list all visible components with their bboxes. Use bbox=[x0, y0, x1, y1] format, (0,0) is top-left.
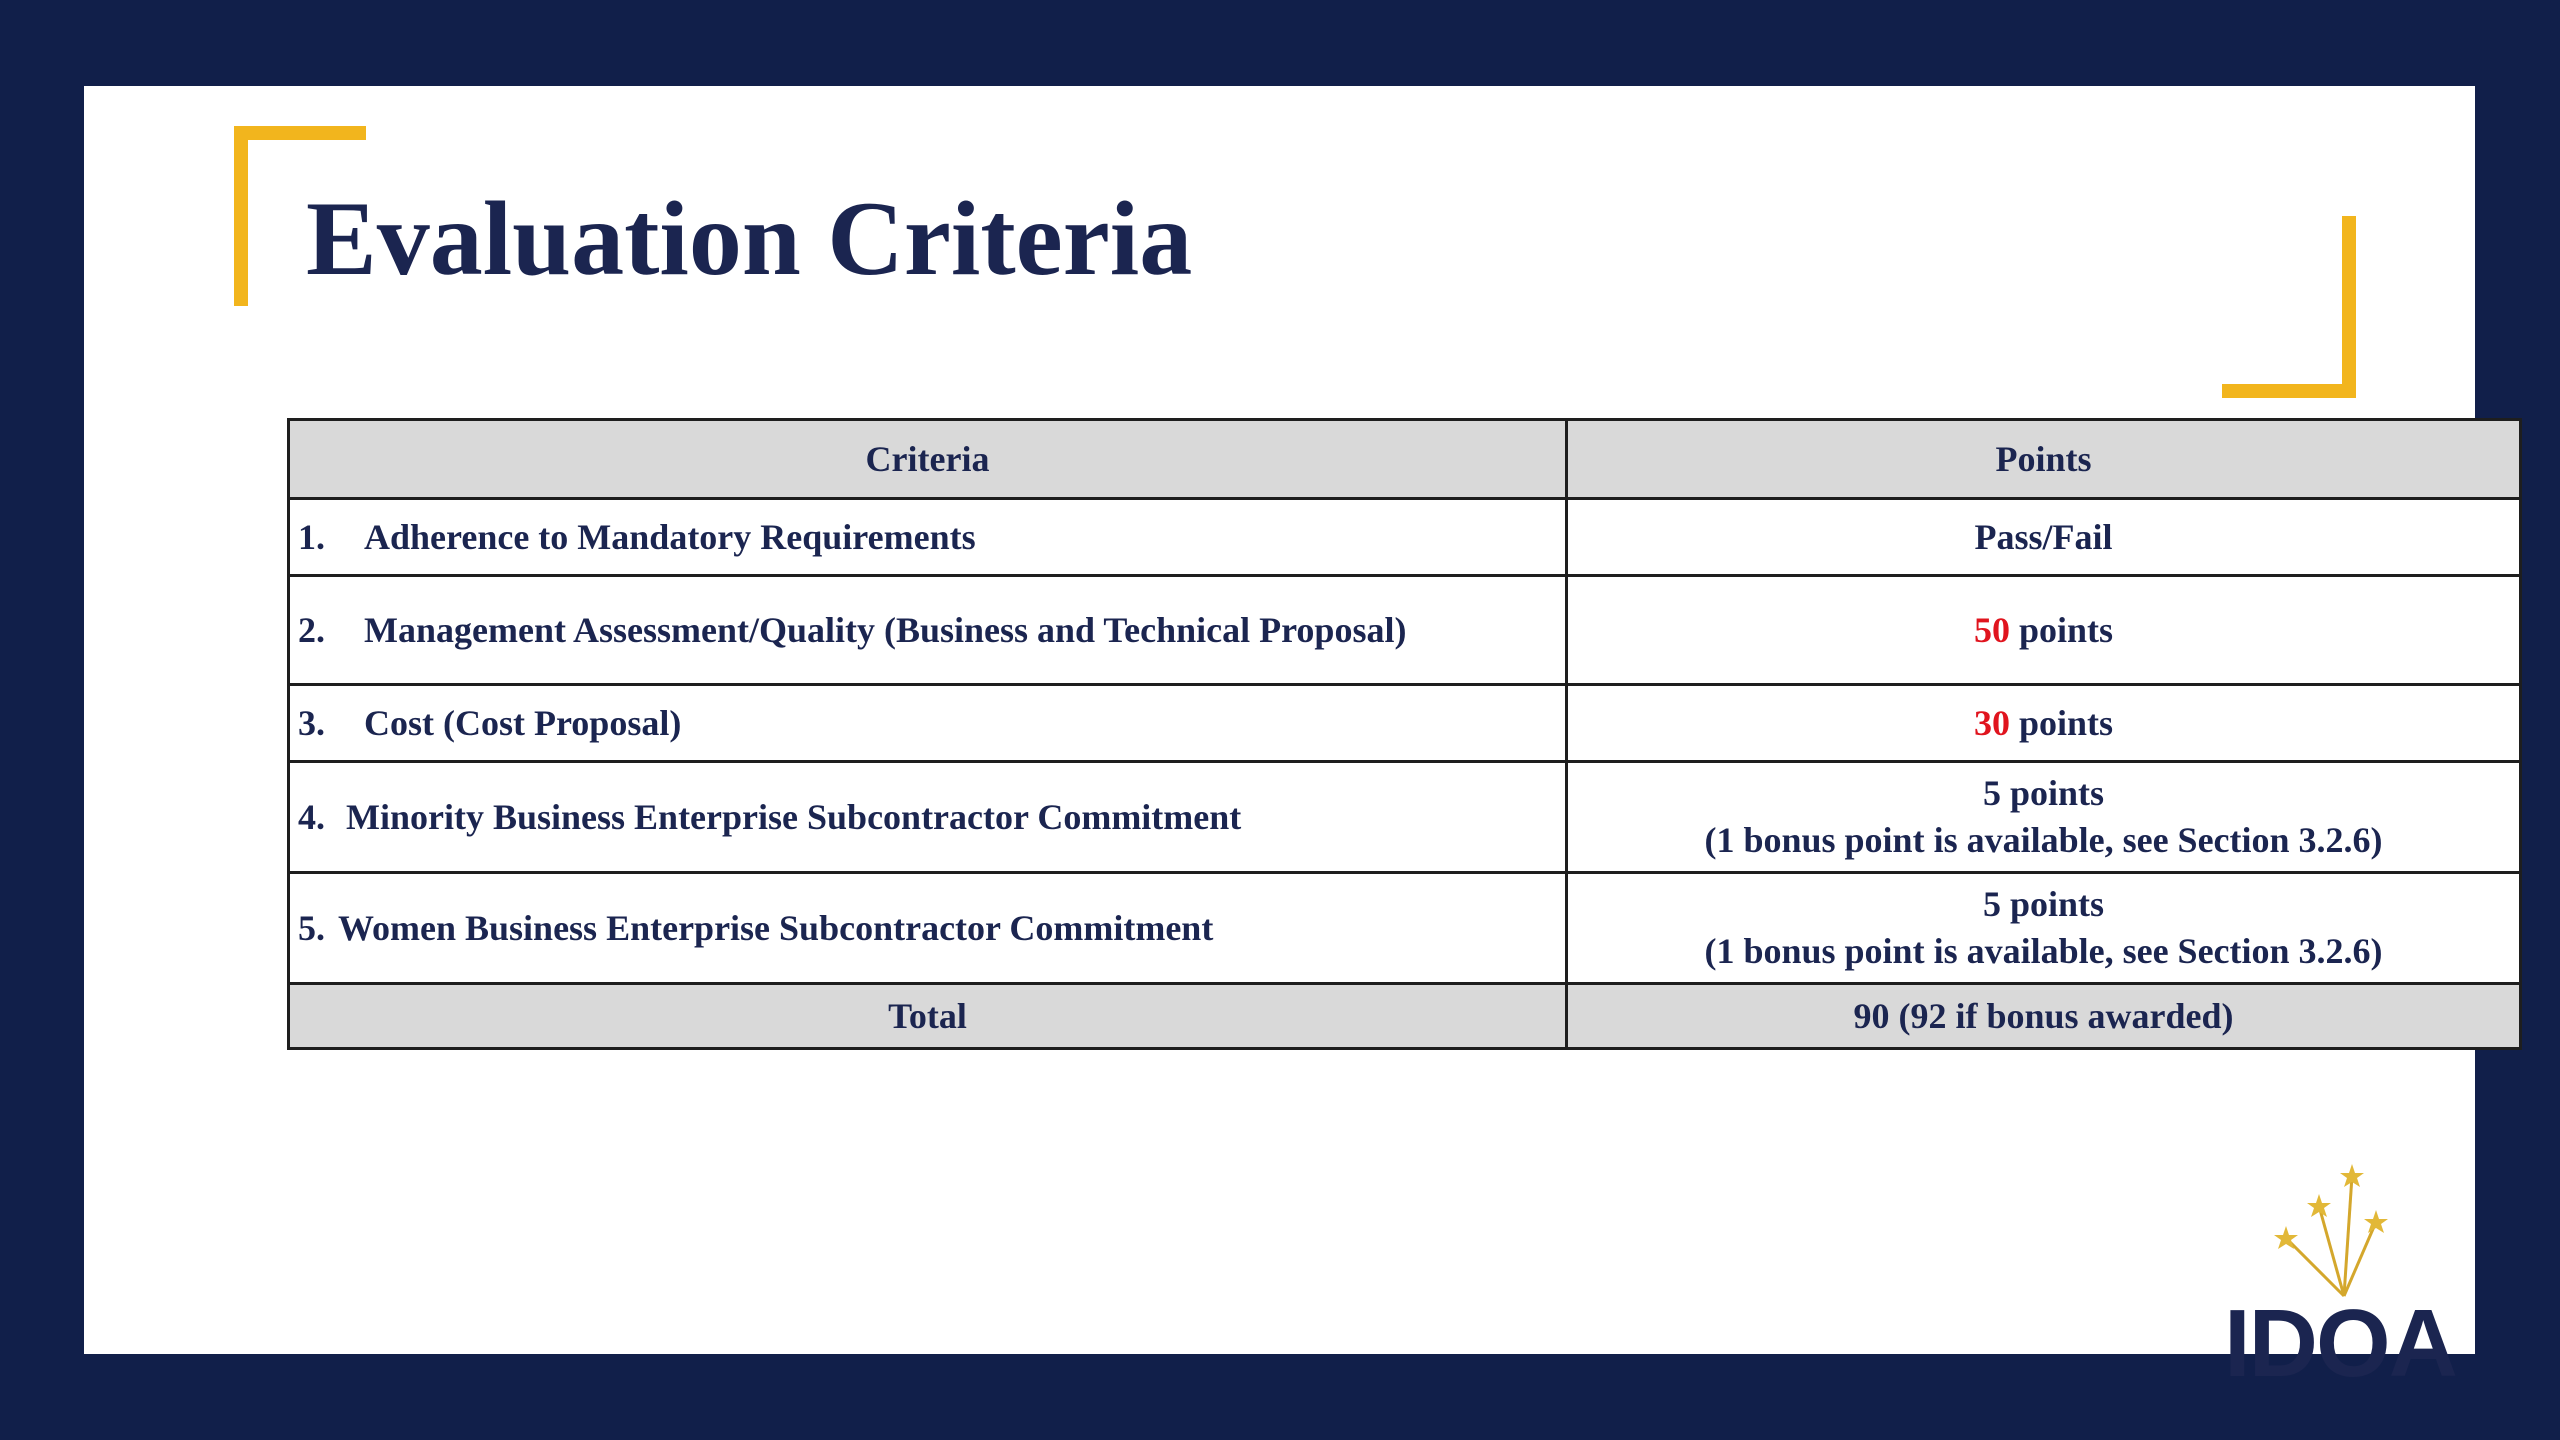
criteria-text: Minority Business Enterprise Subcontractor Commitment bbox=[346, 797, 1242, 837]
criteria-cell bbox=[289, 576, 1567, 685]
points-value: 30 bbox=[1973, 702, 2010, 743]
points-unit: points bbox=[2009, 609, 2114, 650]
points-unit: points bbox=[2009, 702, 2114, 743]
slide-title: Evaluation Criteria bbox=[306, 180, 1193, 297]
points-cell bbox=[1567, 873, 2521, 984]
table-row bbox=[289, 762, 2521, 873]
table-row bbox=[289, 499, 2521, 576]
table-row bbox=[289, 576, 2521, 685]
row-number: 5. bbox=[298, 908, 325, 948]
points-cell bbox=[1567, 685, 2521, 762]
points-text: Pass/Fail bbox=[1974, 516, 2113, 557]
header-criteria: Criteria bbox=[289, 420, 1567, 499]
star-burst-icon bbox=[2224, 1146, 2464, 1306]
criteria-text: Women Business Enterprise Subcontractor Commitment bbox=[338, 908, 1214, 948]
total-label: Total bbox=[289, 984, 1567, 1049]
table-header-row bbox=[289, 420, 2521, 499]
points-cell bbox=[1567, 762, 2521, 873]
points-value: 50 bbox=[1973, 609, 2010, 650]
table-row bbox=[289, 873, 2521, 984]
points-line-2: (1 bonus point is available, see Section 3.2.6) bbox=[1704, 820, 2383, 860]
criteria-cell bbox=[289, 499, 1567, 576]
row-number: 3. bbox=[298, 703, 325, 743]
total-row bbox=[289, 984, 2521, 1049]
row-number: 1. bbox=[298, 517, 325, 557]
criteria-text: Management Assessment/Quality (Business and Technical Proposal) bbox=[364, 610, 1407, 650]
points-line-1: 5 points bbox=[1982, 773, 2105, 814]
criteria-text: Cost (Cost Proposal) bbox=[364, 703, 682, 743]
evaluation-criteria-table bbox=[287, 418, 2522, 1050]
idoa-logo bbox=[2224, 1146, 2464, 1397]
table-row bbox=[289, 685, 2521, 762]
criteria-cell bbox=[289, 873, 1567, 984]
points-cell bbox=[1567, 499, 2521, 576]
criteria-text: Adherence to Mandatory Requirements bbox=[364, 517, 976, 557]
criteria-cell bbox=[289, 685, 1567, 762]
logo-text: IDOA bbox=[2224, 1290, 2456, 1397]
total-value: 90 (92 if bonus awarded) bbox=[1567, 984, 2521, 1049]
points-line-1: 5 points bbox=[1982, 884, 2105, 925]
row-number: 2. bbox=[298, 610, 325, 650]
header-points: Points bbox=[1567, 420, 2521, 499]
row-number: 4. bbox=[298, 797, 325, 837]
bottom-right-bracket bbox=[2222, 216, 2356, 398]
points-line-2: (1 bonus point is available, see Section 3.2.6) bbox=[1704, 931, 2383, 971]
points-cell bbox=[1567, 576, 2521, 685]
criteria-cell bbox=[289, 762, 1567, 873]
